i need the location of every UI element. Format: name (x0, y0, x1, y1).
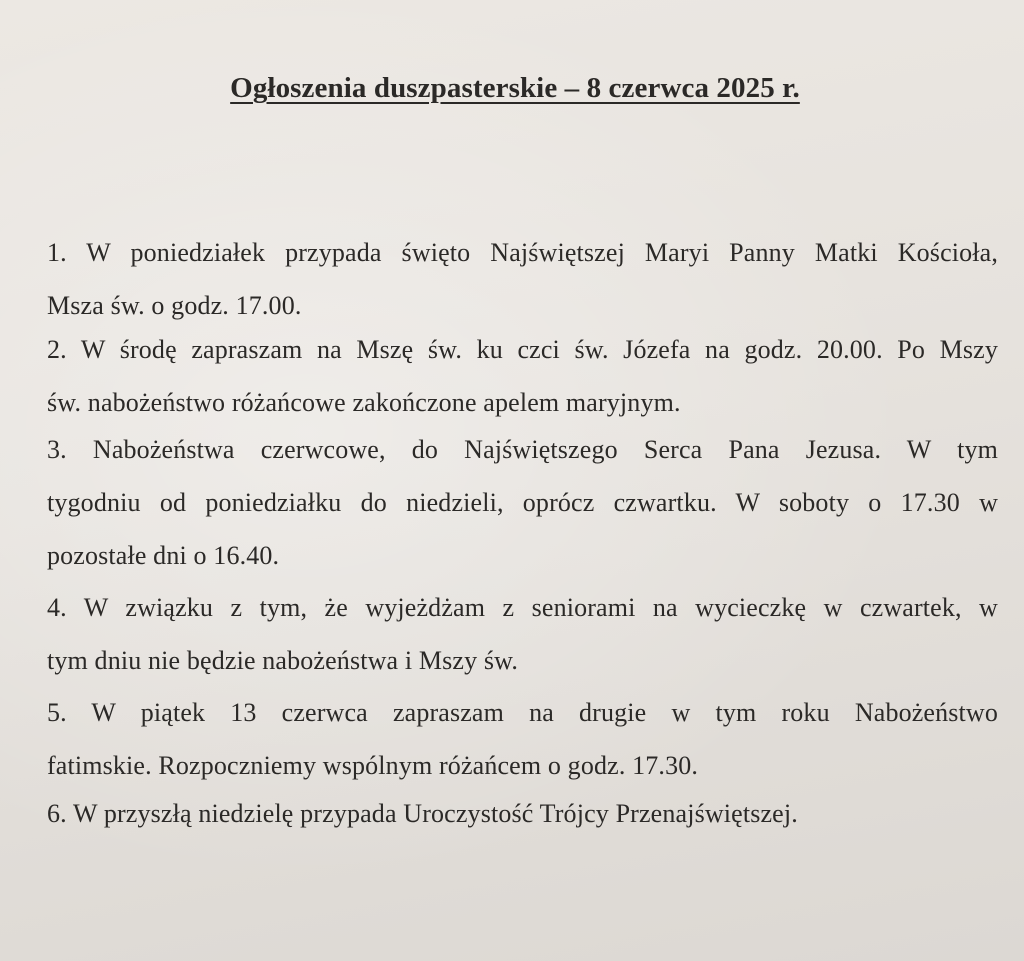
announcement-line: 3. Nabożeństwa czerwcowe, do Najświętszego Serca Pana Jezusa. W tym (47, 435, 998, 464)
announcement-line: 4. W związku z tym, że wyjeżdżam z seniorami na wycieczkę w czwartek, w (47, 593, 998, 622)
announcement-line: św. nabożeństwo różańcowe zakończone apelem maryjnym. (47, 388, 681, 417)
announcement-1 (47, 226, 998, 332)
announcement-line: 5. W piątek 13 czerwca zapraszam na drugie w tym roku Nabożeństwo (47, 698, 998, 727)
announcement-line: Msza św. o godz. 17.00. (47, 291, 302, 320)
document-title: Ogłoszenia duszpasterskie – 8 czerwca 2025 r. (230, 72, 800, 104)
announcement-4 (47, 581, 998, 687)
announcement-line: fatimskie. Rozpoczniemy wspólnym różańcem o godz. 17.30. (47, 751, 699, 780)
announcement-line: 2. W środę zapraszam na Mszę św. ku czci św. Józefa na godz. 20.00. Po Mszy (47, 335, 998, 364)
announcement-line: tym dniu nie będzie nabożeństwa i Mszy św. (47, 646, 519, 675)
announcement-line: tygodniu od poniedziałku do niedzieli, oprócz czwartku. W soboty o 17.30 w (47, 488, 998, 517)
announcement-6 (47, 787, 998, 840)
announcement-line: 6. W przyszłą niedzielę przypada Uroczystość Trójcy Przenajświętszej. (47, 799, 798, 828)
announcement-5 (47, 686, 998, 792)
announcement-line: pozostałe dni o 16.40. (47, 541, 280, 570)
announcement-2 (47, 323, 998, 429)
announcement-3 (47, 423, 998, 582)
announcement-line: 1. W poniedziałek przypada święto Najświętszej Maryi Panny Matki Kościoła, (47, 238, 998, 267)
